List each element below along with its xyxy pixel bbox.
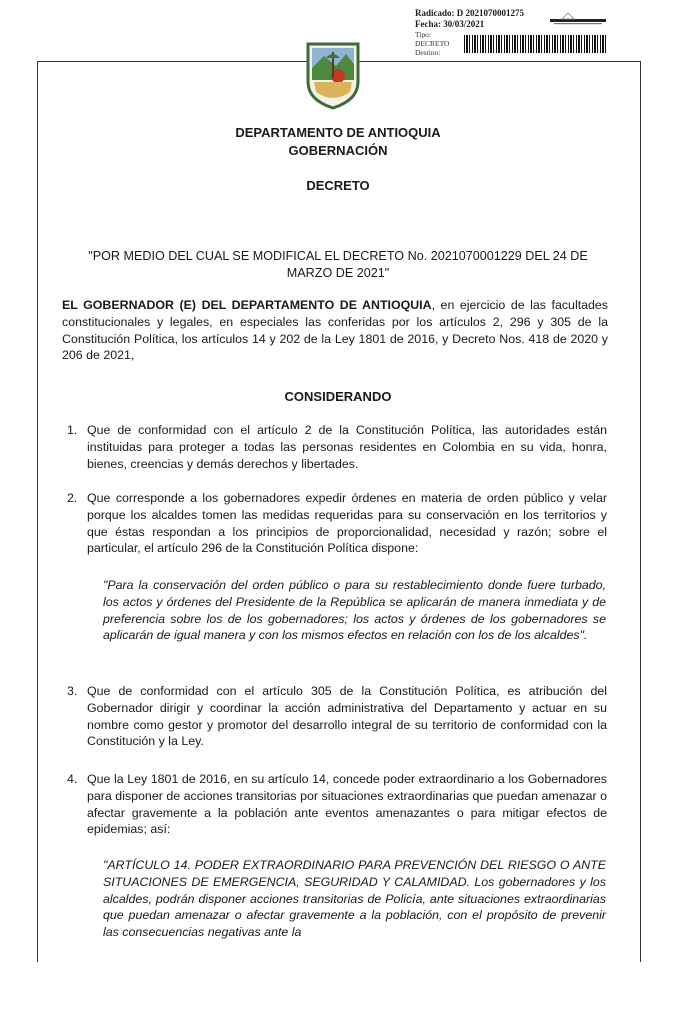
document-type: DECRETO [306, 178, 370, 193]
considerando-heading: CONSIDERANDO [284, 389, 392, 404]
quote-article-14: "ARTÍCULO 14. PODER EXTRAORDINARIO PARA PREVENCIÓN DEL RIESGO O ANTE SITUACIONES DE EMERGENCIA, SEGURIDAD Y CALAMIDAD. Los gobernadores y los alcaldes, podrán disponer acciones transitorias de Policía, ante situaciones extraordinarias que puedan amenazar o afectar gravemente a la población, con el propósito de prevenir las consecuencias negativas ante la [103, 858, 606, 940]
decree-title-line2: MARZO DE 2021" [286, 266, 390, 280]
radicado-date: Fecha: 30/03/2021 [415, 19, 485, 29]
antioquia-shield-icon [304, 38, 362, 110]
item-1-number: 1. [67, 423, 78, 437]
stamp-logo-icon [548, 10, 608, 26]
preamble-text: , en ejercicio de las facultades constitucionales y legales, en especiales las conferidas por los artículos 2, 296 y 305 de la Constitución Política, los artículos 14 y 202 de la Ley 1801 de 2016, y Decreto Nos. 418 de 2020 y 206 de 2021, [62, 298, 609, 363]
preamble-bold: EL GOBERNADOR (E) DEL DEPARTAMENTO DE ANTIOQUIA [62, 298, 432, 312]
barcode [464, 35, 606, 53]
radicado-number: Radicado: D 2021070001275 [415, 8, 525, 18]
header-department: DEPARTAMENTO DE ANTIOQUIA [235, 125, 441, 140]
preamble [62, 297, 608, 364]
destino-label: Destino: [415, 48, 441, 57]
decree-title-line1: "POR MEDIO DEL CUAL SE MODIFICAL EL DECRETO No. 2021070001229 DEL 24 DE [88, 249, 588, 263]
item-3-text: Que de conformidad con el artículo 305 de la Constitución Política, es atribución del Gobernador dirigir y coordinar la acción administrativa del Departamento y actuar en su nombre como gestor y promotor del desarrollo integral de su territorio de conformidad con la Constitución y la Ley. [87, 684, 607, 749]
item-4-text: Que la Ley 1801 de 2016, en su artículo 14, concede poder extraordinario a los Gobernadores para disponer de acciones transitorias por situaciones extraordinarias que puedan amenazar o afectar gravemente a la población ante eventos amenazantes o para mitigar efectos de epidemias; así: [87, 772, 607, 837]
tipo-label: Tipo: [415, 30, 431, 39]
item-3-number: 3. [67, 684, 78, 698]
quote-article-296: "Para la conservación del orden público o para su restablecimiento donde fuere turbado, los actos y órdenes del Presidente de la República se aplicarán de manera inmediata y de preferencia sobre los de los gobernadores; los actos y órdenes de los gobernadores se aplicarán de igual manera y con los mismos efectos en relación con los de los alcaldes". [103, 578, 606, 643]
item-4-number: 4. [67, 772, 78, 786]
header-gobernacion: GOBERNACIÓN [288, 143, 388, 158]
item-2-text: Que corresponde a los gobernadores expedir órdenes en materia de orden público y velar porque los alcaldes tomen las medidas requeridas para su conservación en los territorios y que éstas respondan a los principios de proporcionalidad, necesidad y razón; sobre el particular, el artículo 296 de la Constitución Política dispone: [87, 491, 607, 556]
tipo-value: DECRETO [415, 39, 450, 48]
item-2-number: 2. [67, 491, 78, 505]
item-1-text: Que de conformidad con el artículo 2 de la Constitución Política, las autoridades están instituidas para proteger a todas las personas residentes en Colombia en su vida, honra, bienes, creencias y demás derechos y libertades. [87, 423, 607, 471]
